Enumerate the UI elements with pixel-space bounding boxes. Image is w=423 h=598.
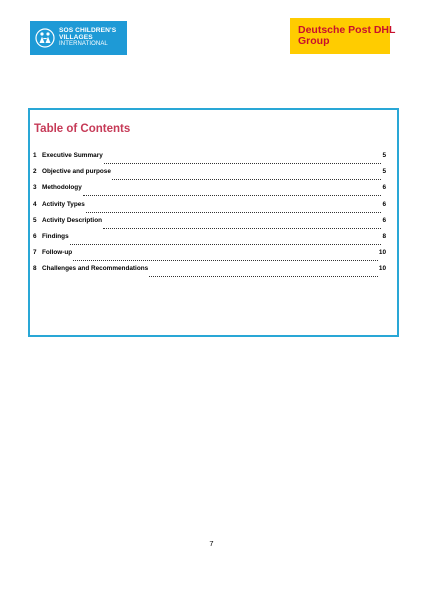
sos-logo-line1: SOS CHILDREN'S [59,27,117,35]
toc-entry-number: 3 [33,184,37,192]
toc-entry[interactable] [33,168,386,184]
toc-entry[interactable] [33,152,386,168]
sos-emblem-icon [35,28,55,48]
toc-entry-number: 7 [33,249,37,257]
toc-entry-number: 8 [33,265,37,273]
toc-entry-number: 1 [33,152,37,159]
toc-leader-dots [83,190,382,196]
toc-entry-page: 10 [378,249,386,257]
toc-entry[interactable] [33,217,386,233]
toc-entry-page: 5 [382,152,386,159]
toc-entry-label: Follow-up [42,249,73,257]
toc-entry-number: 2 [33,168,37,176]
toc-entry[interactable] [33,233,386,249]
toc-entry[interactable] [33,265,386,281]
toc-leader-dots [70,239,382,245]
toc-leader-dots [149,271,378,277]
toc-entry-page: 10 [378,265,386,273]
toc-entry-page: 6 [382,184,386,192]
toc-entry-label: Methodology [42,184,82,192]
deutsche-post-dhl-logo [290,18,396,54]
toc-entry-label: Findings [42,232,69,240]
toc-entry-number: 4 [33,200,37,208]
toc-title: Table of Contents [34,123,131,135]
sos-childrens-villages-logo [30,21,127,55]
toc-leader-dots [73,255,378,261]
toc-entry-label: Challenges and Recommendations [42,265,149,273]
toc-entry-label: Executive Summary [42,152,103,159]
dhl-logo-line2: Group [298,35,330,47]
sos-logo-text [59,28,116,47]
toc-entry-page: 6 [382,200,386,208]
sos-logo-line2: VILLAGES [59,33,93,41]
toc-entry[interactable] [33,249,386,265]
sos-logo-line3: INTERNATIONAL [59,41,108,48]
toc-leader-dots [86,207,382,213]
toc-entry-label: Objective and purpose [42,168,111,176]
toc-leader-dots [112,174,382,180]
toc-leader-dots [103,223,381,229]
toc-entry-page: 5 [382,168,386,176]
page-number: 7 [209,539,214,548]
toc-entry[interactable] [33,201,386,217]
toc-entry-number: 6 [33,232,37,240]
toc-entry-number: 5 [33,216,37,224]
toc-leader-dots [104,158,382,164]
toc-entry-label: Activity Types [42,200,85,208]
dhl-logo-line1: Deutsche Post DHL [298,24,396,36]
toc-entry-label: Activity Description [42,216,103,224]
table-of-contents-box [28,108,399,337]
toc-entry-page: 6 [382,216,386,224]
toc-list [33,152,386,282]
toc-entry[interactable] [33,184,386,200]
toc-entry-page: 8 [382,232,386,240]
